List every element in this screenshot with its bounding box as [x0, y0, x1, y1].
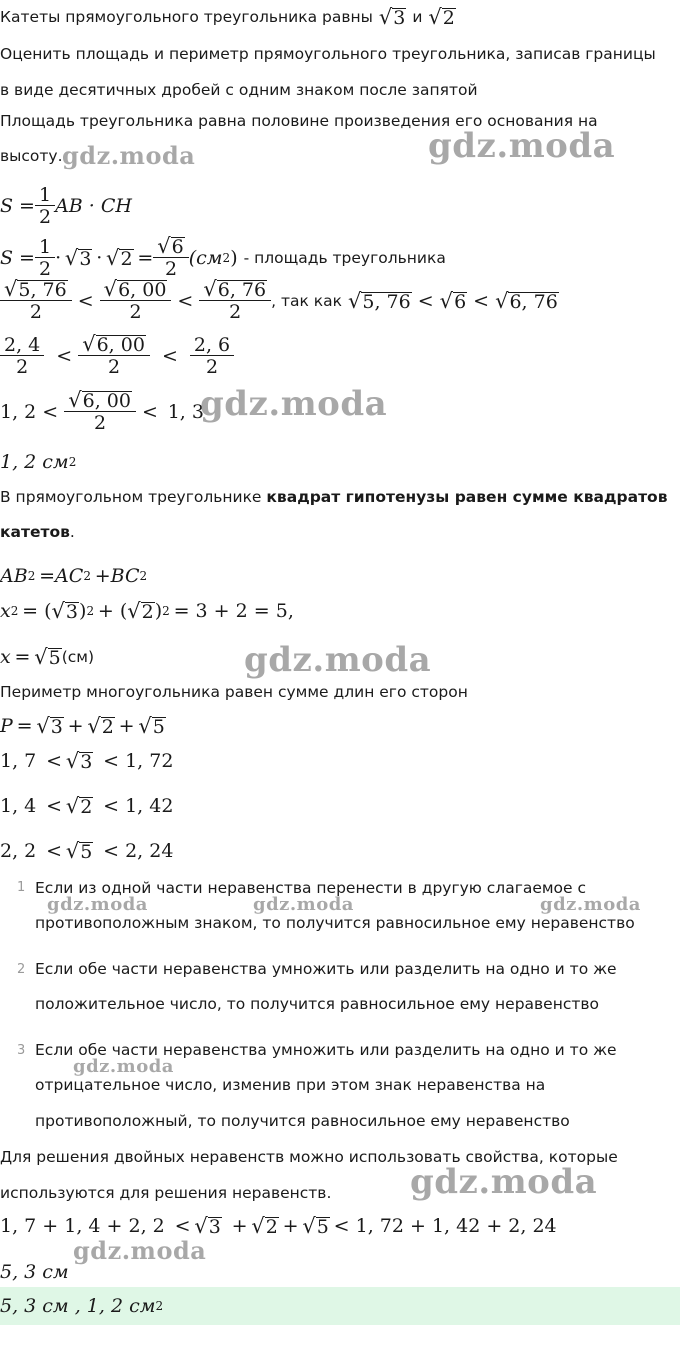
list-text: Если обе части неравенства умножить или разделить на одно и то же: [35, 1041, 617, 1059]
fraction-26: $\frac{2, 6}{2}$: [192, 335, 232, 378]
intro-title-prefix: Катеты прямоугольного треугольника равны: [0, 8, 373, 26]
watermark: gdz.moda: [253, 894, 354, 915]
area-result: 1, 2 см 2: [0, 451, 77, 473]
intro-title: [0, 4, 456, 30]
fraction-half: $\frac{1}{2}$: [37, 237, 53, 280]
pythagoras-line-2: катетов.: [0, 523, 75, 541]
sqrt-676: √ 6, 76: [495, 288, 558, 313]
list-text: противоположным знаком, то получится равносильное ему неравенство: [35, 914, 635, 932]
sqrt-2: √ 2: [87, 713, 114, 738]
fraction-half: $\frac{1}{2}$: [37, 185, 53, 228]
sqrt-3: √ 3: [65, 748, 93, 773]
sqrt-5: √ 5: [65, 838, 93, 863]
watermark: gdz.moda: [62, 141, 196, 170]
pythagoras-prefix: В прямоугольном треугольнике: [0, 488, 262, 506]
list-text: Если из одной части неравенства перенести в другую слагаемое с: [35, 879, 587, 897]
area-rule-line-1: Площадь треугольника равна половине произведения его основания на: [0, 112, 598, 130]
bound-sqrt3: 1, 7 < √ 3 < 1, 72: [0, 748, 174, 773]
area-estimate-3: 1, 2 < √ 6, 00 2 < 1, 3: [0, 388, 204, 434]
sqrt-576: √ 5, 76: [348, 288, 411, 313]
sqrt-2: √ 2: [106, 245, 133, 270]
double-ineq-line-2: используются для решения неравенств.: [0, 1184, 332, 1202]
watermark: gdz.moda: [73, 1056, 174, 1077]
area-formula: [0, 180, 132, 232]
watermark: gdz.moda: [244, 640, 432, 680]
area-estimate-1: √ 5, 76 2 < √ 6, 00 2 < √ 6, 76 2 , так как √ 5, 76 < √ 6 < √ 6, 76: [0, 275, 559, 327]
task-line-1: Оценить площадь и периметр прямоугольного треугольника, записав границы: [0, 45, 656, 63]
intro-title-and: и: [412, 8, 423, 26]
perimeter-formula: P = √ 3 + √ 2 + √ 5: [0, 713, 165, 738]
sqrt-3: √ 3: [194, 1213, 221, 1238]
area-calc: S = $\frac{1}{2}$ · √ 3 · √ 2 = √ 6 2 (см 2 ) - площадь треугольника: [0, 234, 446, 280]
sqrt-3: √ 3: [36, 713, 63, 738]
perimeter-result: [0, 1258, 69, 1286]
area-calc-lhs: S =: [0, 247, 35, 269]
watermark: gdz.moda: [428, 126, 616, 166]
pythagoras-formula: AB 2 = AC 2 + BC 2: [0, 565, 148, 587]
hypotenuse-unit: (см): [61, 648, 95, 666]
pythagoras-line-1: [0, 486, 680, 508]
fraction-sqrt600: √ 6, 00 2: [80, 334, 148, 378]
area-calc-note: - площадь треугольника: [243, 249, 446, 267]
perimeter-result-value: 5, 3 см: [0, 1261, 69, 1283]
sqrt-2: √ 2: [65, 793, 93, 818]
bound-sqrt2: 1, 4 < √ 2 < 1, 42: [0, 793, 174, 818]
area-formula-lhs: S =: [0, 195, 35, 217]
hypotenuse: x = √ 5 (см): [0, 644, 95, 669]
list-text: положительное число, то получится равносильное ему неравенство: [35, 995, 600, 1013]
sqrt-2: √ 2: [251, 1213, 278, 1238]
perimeter-rule: Периметр многоугольника равен сумме длин его сторон: [0, 683, 468, 701]
area-rule-line-2: высоту.: [0, 147, 63, 165]
answer-value: 5, 3 см , 1, 2 см: [0, 1295, 156, 1317]
task-line-2: в виде десятичных дробей с одним знаком после запятой: [0, 81, 478, 99]
since-text: , так как: [271, 292, 342, 310]
fraction-sqrt600: √ 6, 00 2: [66, 390, 134, 434]
area-formula-rhs: AB · CH: [55, 195, 132, 217]
fraction-sqrt6-over-2: √ 6 2: [155, 236, 186, 280]
fraction-sqrt676: √ 6, 76 2: [201, 279, 269, 323]
sqrt-3: √ 3: [378, 4, 406, 29]
list-text: противоположный, то получится равносильное ему неравенство: [35, 1112, 570, 1130]
fraction-24: $\frac{2, 4}{2}$: [2, 335, 42, 378]
sqrt-5: √ 5: [138, 713, 165, 738]
watermark: gdz.moda: [73, 1236, 207, 1265]
list-number: 3: [17, 1043, 26, 1058]
fraction-sqrt576: √ 5, 76 2: [2, 279, 70, 323]
sqrt-3: √ 3: [64, 245, 92, 270]
sqrt-5: √ 5: [34, 644, 61, 669]
watermark: gdz.moda: [540, 894, 641, 915]
list-number: 1: [17, 880, 26, 895]
sqrt-3: √ 3: [51, 598, 79, 623]
area-unit: (см: [188, 247, 223, 269]
area-result-value: 1, 2 см: [0, 451, 69, 473]
sqrt-2: √ 2: [127, 598, 154, 623]
answer-box: 5, 3 см , 1, 2 см 2: [0, 1287, 680, 1325]
pythagoras-bold-1: квадрат гипотенузы равен сумме квадратов: [266, 488, 668, 506]
sqrt-6: √ 6: [439, 288, 467, 313]
sqrt-5: √ 5: [302, 1213, 329, 1238]
watermark: gdz.moda: [410, 1162, 598, 1202]
bound-sqrt5: 2, 2 < √ 5 < 2, 24: [0, 838, 174, 863]
watermark: gdz.moda: [47, 894, 148, 915]
perimeter-sum: 1, 7 + 1, 4 + 2, 2 < √ 3 + √ 2 + √ 5 < 1, 72 + 1, 42 + 2, 24: [0, 1213, 557, 1238]
double-ineq-line-1: Для решения двойных неравенств можно использовать свойства, которые: [0, 1148, 618, 1166]
list-text: отрицательное число, изменив при этом знак неравенства на: [35, 1076, 546, 1094]
list-number: 2: [17, 962, 26, 977]
sqrt-2: √ 2: [428, 4, 455, 29]
area-estimate-2: $\frac{2, 4}{2}$ < √ 6, 00 2 < $\frac{2, 6}{2}$: [0, 330, 234, 382]
pythagoras-calc: x 2 = ( √ 3 ) 2 + ( √ 2 ) 2 = 3 + 2 = 5,: [0, 598, 294, 623]
list-text: Если обе части неравенства умножить или разделить на одно и то же: [35, 960, 617, 978]
fraction-sqrt600: √ 6, 00 2: [102, 279, 170, 323]
watermark: gdz.moda: [200, 384, 388, 424]
pythagoras-bold-2: катетов: [0, 523, 70, 541]
